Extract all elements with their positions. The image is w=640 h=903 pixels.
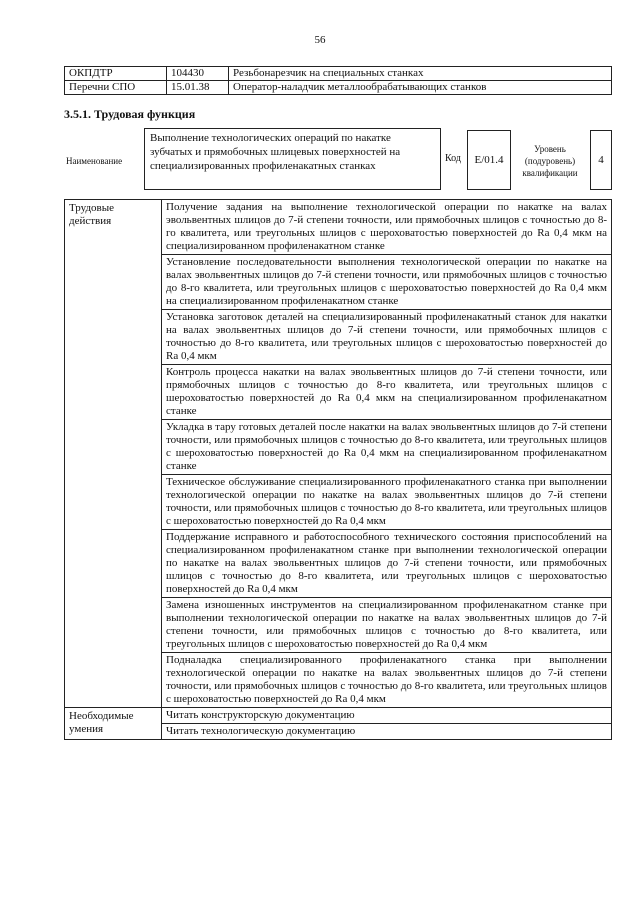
labor-action: Поддержание исправного и работоспособного технического состояния приспособлений на специализированном профиленакатном станке при выполнении технологической операции по накатке на валах эвольвентных шлицов до 7-й степени точности, или прямобочных шлицов с точностью до 8-го квалитета, или треугольных шлицов с шероховатостью поверхностей до Ra 0,4 мкм — [162, 530, 612, 598]
labor-action: Подналадка специализированного профиленакатного станка при выполнении технологической операции по накатке на валах эвольвентных шлицов до 7-й степени точности, или прямобочных шлицов с точностью до 8-го квалитета, или треугольных шлицов с шероховатостью поверхностей до Ra 0,4 мкм — [162, 653, 612, 708]
labor-action: Укладка в тару готовых деталей после накатки на валах эвольвентных шлицов до 7-й степени точности, или прямобочных шлицов с точностью до 8-го квалитета, или треугольных шлицов с шероховатостью поверхностей до Ra 0,4 мкм на специализированном профиленакатном станке — [162, 420, 612, 475]
classifier-name: Перечни СПО — [65, 81, 167, 95]
table-row — [65, 200, 612, 255]
skill-item: Читать конструкторскую документацию — [162, 708, 612, 724]
page-number: 56 — [314, 34, 326, 46]
qualification-level: 4 — [590, 130, 612, 190]
classifier-codes-table — [64, 66, 612, 95]
labor-action: Установление последовательности выполнения технологической операции по накатке на валах эвольвентных шлицов до 7-й степени точности, или прямобочных шлицов с точностью до 8-го квалитета, или треугольных шлицов с шероховатостью поверхностей до Ra 0,4 мкм на специализированном профиленакатном станке — [162, 255, 612, 310]
skill-item: Читать технологическую документацию — [162, 724, 612, 740]
table-row — [65, 708, 612, 724]
classifier-code: 104430 — [167, 67, 229, 81]
table-row — [65, 81, 612, 95]
function-name: Выполнение технологических операций по накатке зубчатых и прямобочных шлицевых поверхностей на специализированных профиленакатных станках — [144, 128, 441, 190]
labor-action: Установка заготовок деталей на специализированный профиленакатный станок для накатки на валах эвольвентных шлицов до 7-й степени точности, или прямобочных шлицов с точностью до 8-го квалитета, или треугольных шлицов с шероховатостью поверхностей до Ra 0,4 мкм — [162, 310, 612, 365]
function-code: E/01.4 — [467, 130, 511, 190]
table-row — [65, 67, 612, 81]
classifier-title: Резьбонарезчик на специальных станках — [229, 67, 612, 81]
classifier-title: Оператор-наладчик металлообрабатывающих станков — [229, 81, 612, 95]
labor-function-table — [64, 199, 612, 740]
labor-action: Замена изношенных инструментов на специализированном профиленакатном станке при выполнении технологической операции по накатке на валах эвольвентных шлицов до 7-й степени точности, или прямобочных шлицов с точностью до 8-го квалитета, или треугольных шлицов с шероховатостью поверхностей до Ra 0,4 мкм — [162, 598, 612, 653]
function-code-label: Код — [445, 153, 461, 164]
labor-action: Получение задания на выполнение технологической операции по накатке на валах эвольвентных шлицов до 7-й степени точности, или прямобочных шлицов с точностью до 8-го квалитета, или треугольных шлицов с шероховатостью поверхностей до Ra 0,4 мкм на специализированном профиленакатном станке — [162, 200, 612, 255]
qualification-level-label: Уровень (подуровень) квалификации — [522, 144, 578, 178]
function-name-label: Наименование — [66, 156, 123, 166]
labor-action: Контроль процесса накатки на валах эвольвентных шлицов до 7-й степени точности, или прямобочных шлицов с точностью до 8-го квалитета, или треугольных шлицов с шероховатостью поверхностей до Ra 0,4 мкм на специализированном профиленакатном станке — [162, 365, 612, 420]
labor-action: Техническое обслуживание специализированного профиленакатного станка при выполнении технологической операции по накатке на валах эвольвентных шлицов до 7-й степени точности, или прямобочных шлицов с точностью до 8-го квалитета, или треугольных шлицов с шероховатостью поверхностей до Ra 0,4 мкм — [162, 475, 612, 530]
classifier-code: 15.01.38 — [167, 81, 229, 95]
skills-label: Необходимые умения — [65, 708, 162, 740]
labor-actions-label: Трудовые действия — [65, 200, 162, 708]
classifier-name: ОКПДТР — [65, 67, 167, 81]
section-title: 3.5.1. Трудовая функция — [64, 107, 196, 121]
